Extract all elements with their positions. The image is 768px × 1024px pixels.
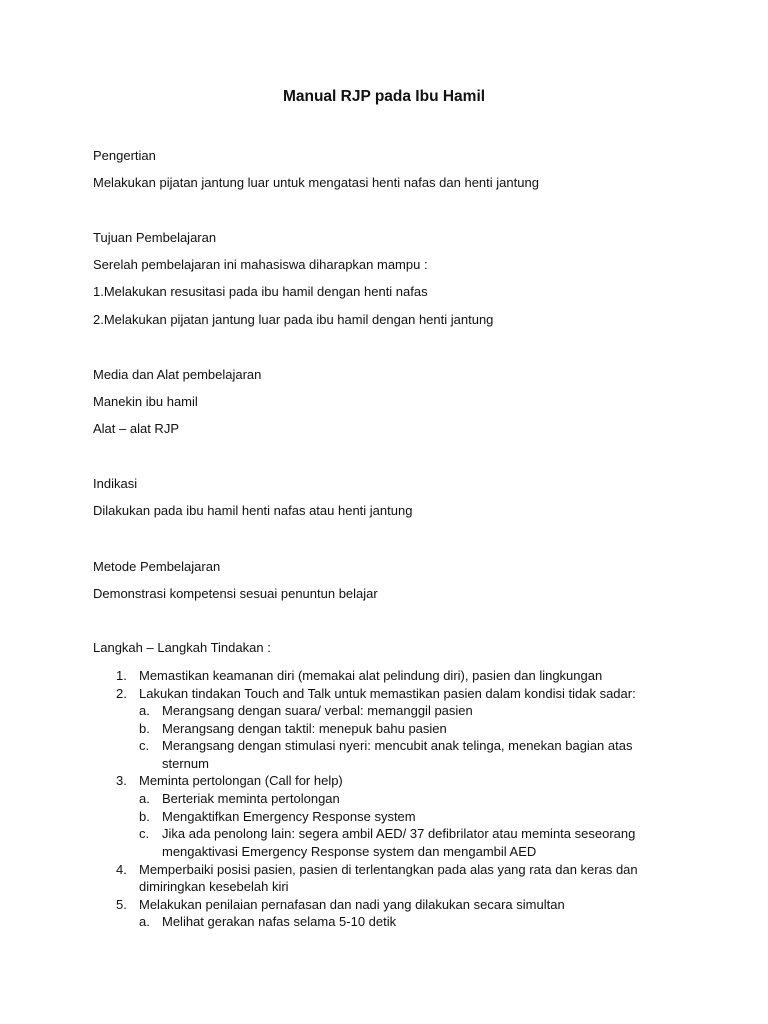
section-heading-indikasi: Indikasi	[93, 476, 138, 491]
section-heading-pengertian: Pengertian	[93, 148, 156, 163]
tujuan-intro: Serelah pembelajaran ini mahasiswa diharapkan mampu :	[93, 257, 428, 272]
sub-item-marker: a.	[139, 791, 150, 806]
list-item: Meminta pertolongan (Call for help)	[139, 773, 343, 788]
list-item: Memperbaiki posisi pasien, pasien di terlentangkan pada alas yang rata dan keras dan	[139, 862, 638, 877]
sub-list-item: Mengaktifkan Emergency Response system	[162, 809, 416, 824]
section-heading-langkah: Langkah – Langkah Tindakan :	[93, 640, 271, 655]
section-heading-tujuan: Tujuan Pembelajaran	[93, 230, 217, 245]
sub-item-marker: c.	[139, 826, 150, 841]
sub-item-marker: a.	[139, 703, 150, 718]
sub-item-marker: a.	[139, 914, 150, 929]
sub-list-item: Berteriak meminta pertolongan	[162, 791, 340, 806]
list-item-continued: dimiringkan kesebelah kiri	[139, 879, 289, 894]
media-item-1: Manekin ibu hamil	[93, 394, 198, 409]
sub-list-item: Jika ada penolong lain: segera ambil AED/ 37 defibrilator atau meminta seseorang	[162, 826, 636, 841]
sub-list-item: Merangsang dengan taktil: menepuk bahu pasien	[162, 721, 447, 736]
sub-item-marker: c.	[139, 738, 150, 753]
tujuan-item-2: 2.Melakukan pijatan jantung luar pada ibu hamil dengan henti jantung	[93, 312, 494, 327]
section-heading-metode: Metode Pembelajaran	[93, 559, 221, 574]
step-number: 1.	[116, 668, 127, 683]
list-item: Memastikan keamanan diri (memakai alat pelindung diri), pasien dan lingkungan	[139, 668, 603, 683]
sub-list-item: Merangsang dengan stimulasi nyeri: mencubit anak telinga, menekan bagian atas	[162, 738, 633, 753]
sub-item-marker: b.	[139, 809, 150, 824]
document-title: Manual RJP pada Ibu Hamil	[282, 88, 486, 105]
indikasi-text: Dilakukan pada ibu hamil henti nafas atau henti jantung	[93, 503, 413, 518]
section-heading-media: Media dan Alat pembelajaran	[93, 367, 262, 382]
sub-item-marker: b.	[139, 721, 150, 736]
step-number: 4.	[116, 862, 127, 877]
media-item-2: Alat – alat RJP	[93, 421, 179, 436]
metode-text: Demonstrasi kompetensi sesuai penuntun belajar	[93, 586, 378, 601]
sub-list-item: Merangsang dengan suara/ verbal: memanggil pasien	[162, 703, 473, 718]
step-number: 3.	[116, 773, 127, 788]
list-item: Lakukan tindakan Touch and Talk untuk memastikan pasien dalam kondisi tidak sadar:	[139, 686, 636, 701]
tujuan-item-1: 1.Melakukan resusitasi pada ibu hamil dengan henti nafas	[93, 284, 428, 299]
step-number: 2.	[116, 686, 127, 701]
step-number: 5.	[116, 897, 127, 912]
sub-list-item-continued: mengaktivasi Emergency Response system dan mengambil AED	[162, 844, 537, 859]
list-item: Melakukan penilaian pernafasan dan nadi yang dilakukan secara simultan	[139, 897, 565, 912]
sub-list-item: Melihat gerakan nafas selama 5-10 detik	[162, 914, 397, 929]
sub-list-item-continued: sternum	[162, 756, 209, 771]
pengertian-text: Melakukan pijatan jantung luar untuk mengatasi henti nafas dan henti jantung	[93, 175, 539, 190]
